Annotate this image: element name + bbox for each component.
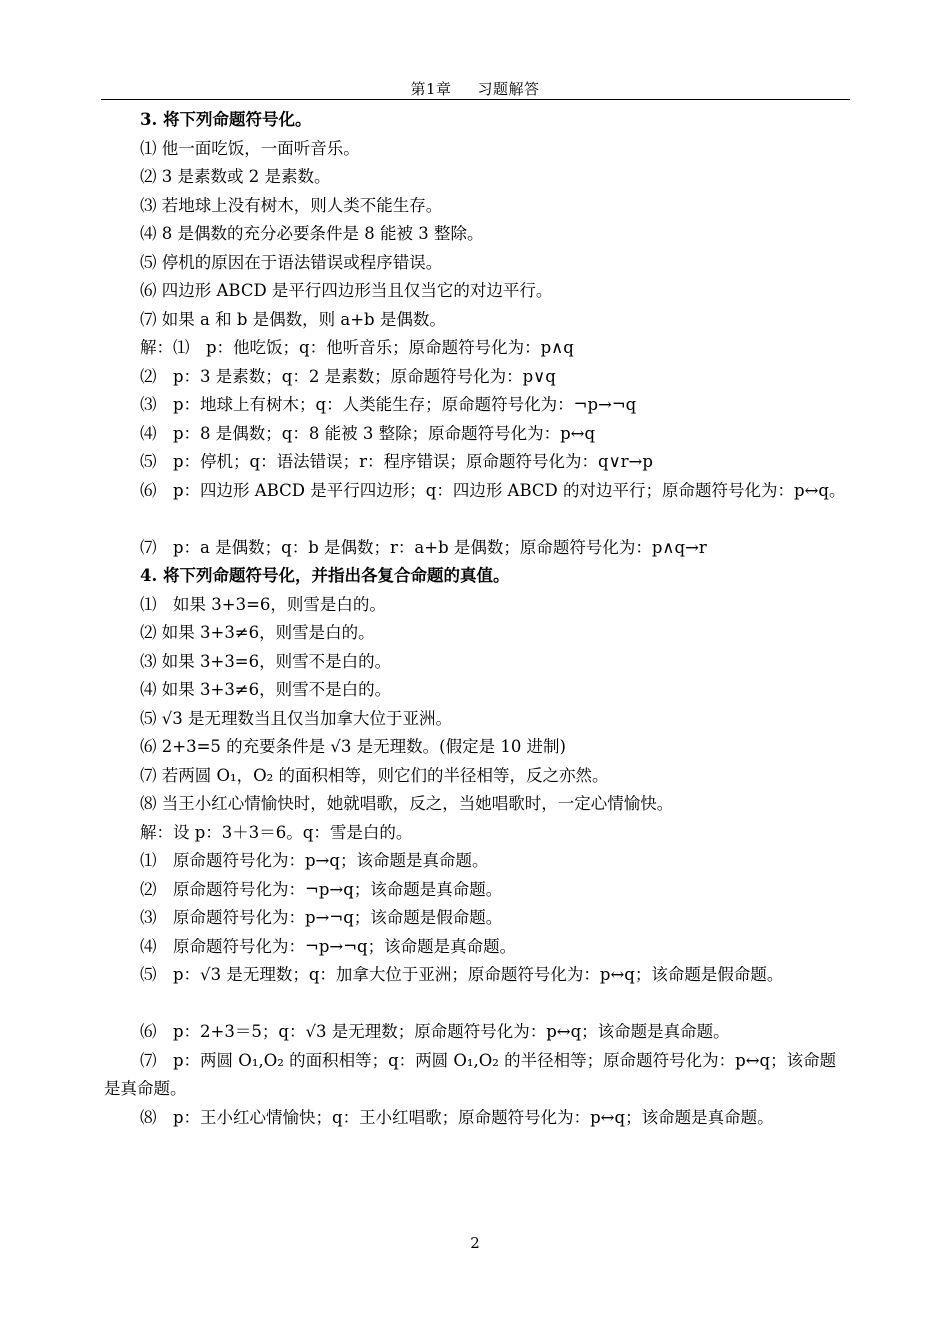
q4-answer-5: ⑸ p：√3 是无理数；q：加拿大位于亚洲；原命题符号化为：p↔q；该命题是假命题。	[140, 965, 784, 984]
q3-answer-3: ⑶ p：地球上有树木；q：人类能生存；原命题符号化为：¬p→¬q	[140, 395, 637, 414]
q3-item-7: ⑺ 如果 a 和 b 是偶数，则 a+b 是偶数。	[140, 309, 446, 329]
q4-item-8: ⑻ 当王小红心情愉快时，她就唱歌，反之，当她唱歌时，一定心情愉快。	[140, 794, 674, 813]
question-4-heading: 4. 将下列命题符号化，并指出各复合命题的真值。	[140, 566, 510, 585]
q4-answer-4: ⑷ 原命题符号化为：¬p→¬q；该命题是真命题。	[140, 936, 517, 956]
q3-answer-7: ⑺ p：a 是偶数；q：b 是偶数；r：a+b 是偶数；原命题符号化为：p∧q→r	[140, 537, 707, 557]
document-body	[104, 106, 850, 1132]
question-3-heading: 3. 将下列命题符号化。	[140, 110, 312, 129]
page-header	[0, 78, 950, 99]
q4-answer-7: ⑺ p：两圆 O₁,O₂ 的面积相等；q：两圆 O₁,O₂ 的半径相等；原命题符号化为：p↔q；该命题是真命题。	[104, 1050, 837, 1098]
q3-answer-2: ⑵ p：3 是素数；q：2 是素数；原命题符号化为：p∨q	[140, 366, 556, 386]
q3-answer-5: ⑸ p：停机；q：语法错误；r：程序错误；原命题符号化为：q∨r→p	[140, 452, 653, 471]
page-number: 2	[470, 1234, 480, 1252]
q3-item-6: ⑹ 四边形 ABCD 是平行四边形当且仅当它的对边平行。	[140, 281, 553, 300]
q3-item-5: ⑸ 停机的原因在于语法错误或程序错误。	[140, 252, 443, 272]
q3-answer-4: ⑷ p：8 是偶数；q：8 能被 3 整除；原命题符号化为：p↔q	[140, 423, 596, 443]
q4-answer-1: ⑴ 原命题符号化为：p→q；该命题是真命题。	[140, 851, 489, 870]
q4-item-7: ⑺ 若两圆 O₁，O₂ 的面积相等，则它们的半径相等，反之亦然。	[140, 765, 609, 785]
q4-item-5: ⑸ √3 是无理数当且仅当加拿大位于亚洲。	[140, 708, 453, 728]
q4-item-6: ⑹ 2+3=5 的充要条件是 √3 是无理数。(假定是 10 进制)	[140, 737, 566, 756]
header-rule	[101, 99, 850, 100]
chapter-label: 第1章	[410, 80, 452, 98]
q4-item-2: ⑵ 如果 3+3≠6，则雪是白的。	[140, 623, 375, 642]
q4-answer-intro: 解：设 p：3＋3＝6。q：雪是白的。	[140, 822, 413, 842]
q4-answer-8: ⑻ p：王小红心情愉快；q：王小红唱歌；原命题符号化为：p↔q；该命题是真命题。	[140, 1107, 774, 1127]
q4-answer-3: ⑶ 原命题符号化为：p→¬q；该命题是假命题。	[140, 908, 503, 927]
q3-item-1: ⑴ 他一面吃饭，一面听音乐。	[140, 138, 360, 158]
q4-item-1: ⑴ 如果 3+3=6，则雪是白的。	[140, 594, 386, 614]
q3-item-4: ⑷ 8 是偶数的充分必要条件是 8 能被 3 整除。	[140, 224, 484, 243]
q3-item-2: ⑵ 3 是素数或 2 是素数。	[140, 167, 331, 186]
q4-item-3: ⑶ 如果 3+3=6，则雪不是白的。	[140, 651, 392, 671]
q3-answer-6: ⑹ p：四边形 ABCD 是平行四边形；q：四边形 ABCD 的对边平行；原命题符号化为：p↔q。	[140, 480, 846, 500]
q3-answer-1: 解：⑴ p：他吃饭；q：他听音乐；原命题符号化为：p∧q	[140, 338, 574, 357]
q4-answer-6: ⑹ p：2+3＝5；q：√3 是无理数；原命题符号化为：p↔q；该命题是真命题。	[140, 1022, 730, 1041]
header-title: 习题解答	[477, 80, 540, 98]
q4-answer-2: ⑵ 原命题符号化为：¬p→q；该命题是真命题。	[140, 879, 503, 899]
q3-item-3: ⑶ 若地球上没有树木，则人类不能生存。	[140, 195, 443, 215]
q4-item-4: ⑷ 如果 3+3≠6，则雪不是白的。	[140, 680, 392, 699]
